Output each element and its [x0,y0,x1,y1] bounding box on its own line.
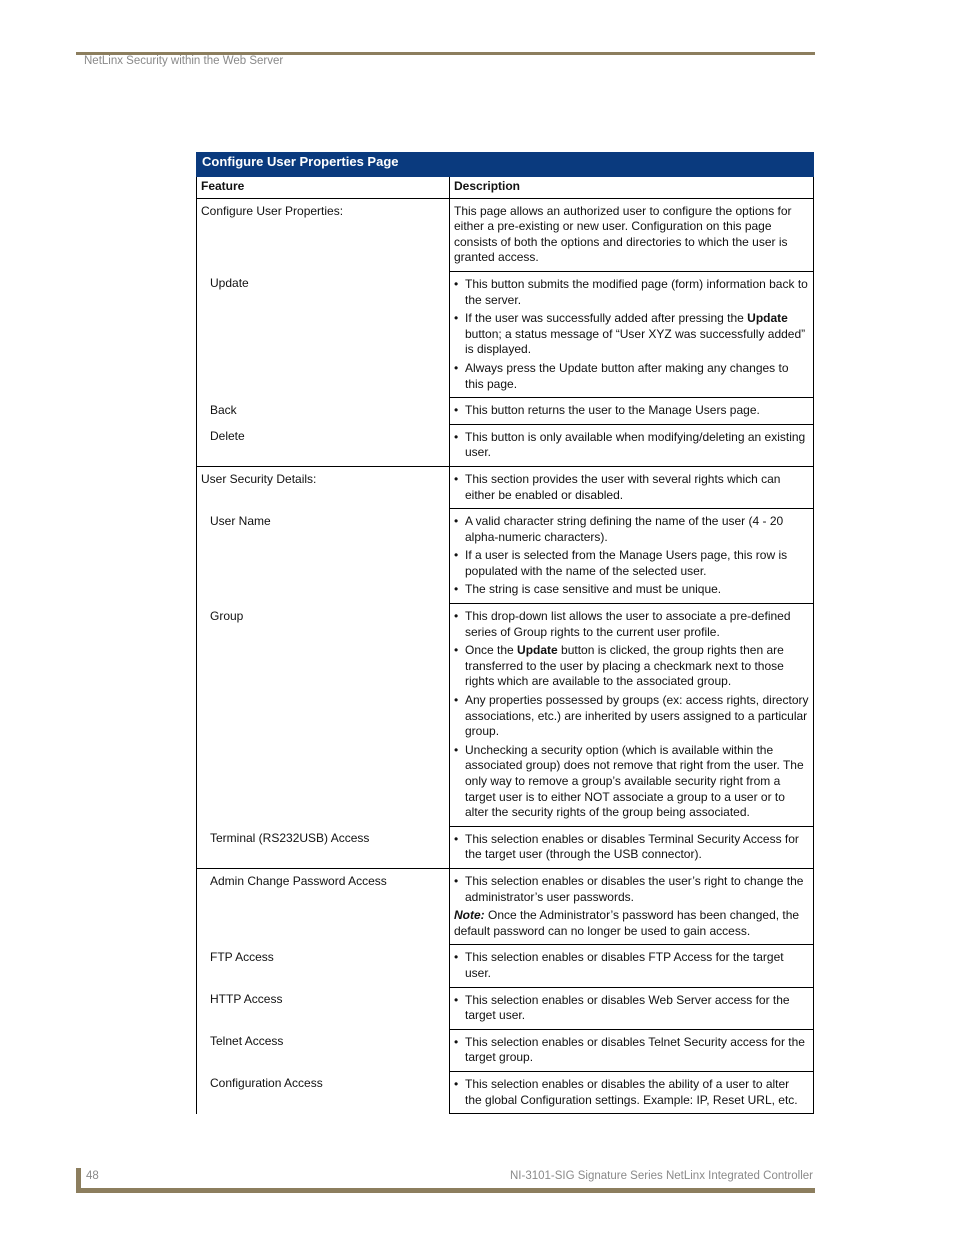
feature-cell: Configure User Properties: [197,198,450,271]
feature-cell: Delete [197,424,450,466]
description-cell [450,1071,814,1113]
description-cell [450,1029,814,1071]
description-bullet: • If the user was successfully added after pressing the Update button; a status message of “User XYZ was successfully added” is displayed. [454,311,809,358]
table-caption: Configure User Properties Page [197,153,814,177]
feature-cell: User Name [197,509,450,604]
description-bullet: • This selection enables or disables Terminal Security Access for the target user (through the USB connector). [454,832,809,863]
description-cell [450,466,814,508]
description-bullet: • Any properties possessed by groups (ex: access rights, directory associations, etc.) are inherited by users assigned to a particular group. [454,693,809,740]
column-header-feature: Feature [197,177,450,199]
table-row [197,1029,814,1071]
feature-cell: User Security Details: [197,466,450,508]
column-header-description: Description [450,177,814,199]
description-bullet: • A valid character string defining the name of the user (4 - 20 alpha-numeric characters). [454,514,809,545]
table-row [197,945,814,987]
description-bullet: • This selection enables or disables Telnet Security access for the target group. [454,1035,809,1066]
description-bullet: • Unchecking a security option (which is available within the associated group) does not remove that right from the user. The only way to remove a group’s available security right from a target user is to either NOT associate a group to a user or to alter the security rights of the group being associated. [454,743,809,821]
table-row [197,466,814,508]
description-bullet: • This selection enables or disables Web Server access for the target user. [454,993,809,1024]
footer-doc-title: NI-3101-SIG Signature Series NetLinx Integrated Controller [510,1170,813,1182]
description-bullet: • The string is case sensitive and must be unique. [454,582,809,598]
description-cell [450,604,814,827]
description-bullet: • If a user is selected from the Manage Users page, this row is populated with the name of the selected user. [454,548,809,579]
description-cell [450,868,814,944]
description-paragraph: This page allows an authorized user to configure the options for either a pre-existing or new user. Configuration on this page consists of both the options and directories to which the user is granted access. [454,203,792,265]
description-cell [450,945,814,987]
table-row [197,398,814,425]
description-bullet: • This selection enables or disables the user’s right to change the administrator’s user passwords. [454,874,809,905]
feature-cell: Terminal (RS232USB) Access [197,826,450,868]
table-row [197,868,814,944]
feature-cell: Telnet Access [197,1029,450,1071]
table-row [197,509,814,604]
description-bullet: • This button returns the user to the Manage Users page. [454,403,809,419]
page-number: 48 [86,1170,99,1182]
description-bullet: • This button is only available when modifying/deleting an existing user. [454,430,809,461]
feature-cell: Admin Change Password Access [197,868,450,944]
feature-cell: Configuration Access [197,1071,450,1113]
footer-rule [76,1188,815,1193]
description-cell [450,398,814,425]
feature-cell: FTP Access [197,945,450,987]
description-bullet: • Always press the Update button after making any changes to this page. [454,361,809,392]
description-bullet: • Once the Update button is clicked, the group rights then are transferred to the user by placing a checkmark next to those rights which are available to the associated group. [454,643,809,690]
feature-cell: Group [197,604,450,827]
table-row [197,271,814,397]
description-cell [450,826,814,868]
running-head: NetLinx Security within the Web Server [84,55,284,67]
table-row [197,424,814,466]
configure-user-properties-table [196,152,814,1114]
description-bullet: • This section provides the user with several rights which can either be enabled or disabled. [454,472,809,503]
feature-cell: HTTP Access [197,987,450,1029]
description-cell [450,271,814,397]
description-bullet: • This selection enables or disables FTP Access for the target user. [454,950,809,981]
note: Note: Once the Administrator’s password has been changed, the default password can no longer be used to gain access. [454,908,800,938]
description-bullet: • This drop-down list allows the user to associate a pre-defined series of Group rights to the current user profile. [454,609,809,640]
table-row [197,987,814,1029]
description-cell [450,424,814,466]
table-row [197,826,814,868]
table-row [197,604,814,827]
description-cell [450,987,814,1029]
table-row [197,198,814,271]
description-bullet: • This selection enables or disables the ability of a user to alter the global Configuration settings. Example: IP, Reset URL, etc. [454,1077,809,1108]
table-row [197,1071,814,1113]
description-bullet: • This button submits the modified page (form) information back to the server. [454,277,809,308]
feature-cell: Update [197,271,450,397]
feature-cell: Back [197,398,450,425]
description-cell [450,198,814,271]
description-cell [450,509,814,604]
